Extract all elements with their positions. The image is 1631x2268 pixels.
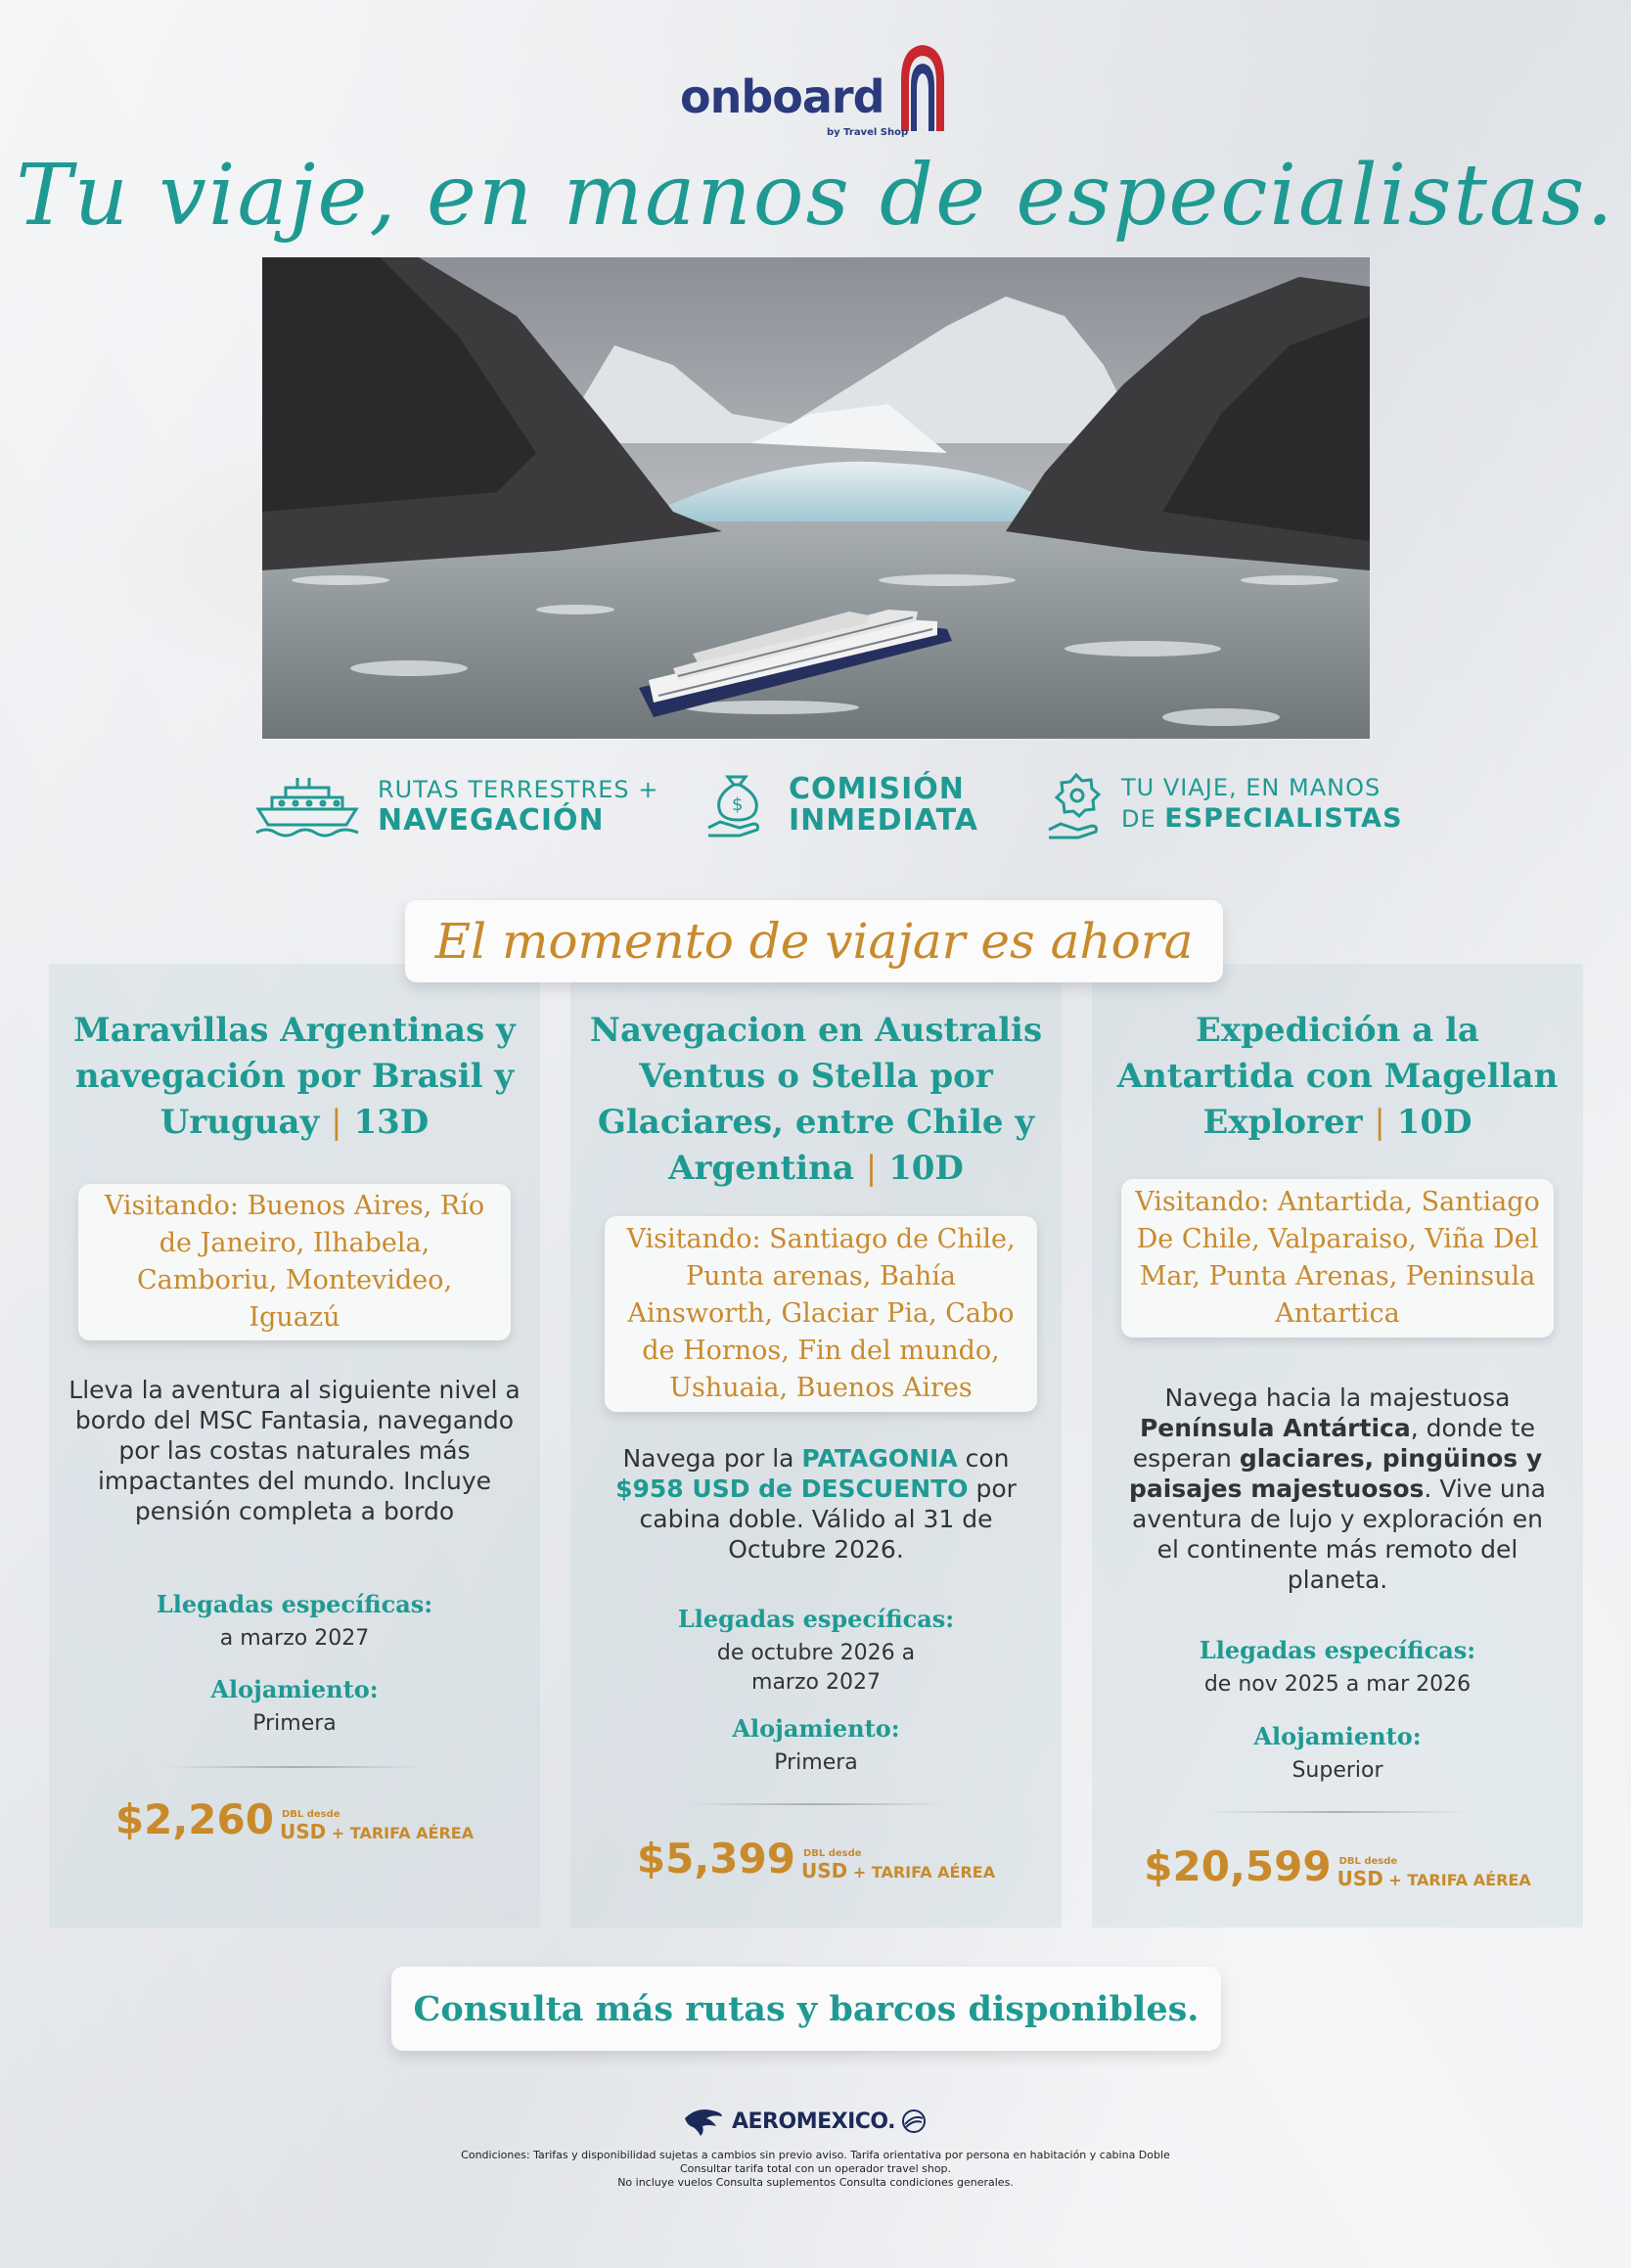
card-2-price-extra: + TARIFA AÉREA — [847, 1863, 996, 1882]
card-1-price: $2,260 — [114, 1795, 274, 1843]
headline: Tu viaje, en manos de especialistas. — [16, 147, 1615, 245]
card-3-description — [1121, 1383, 1554, 1595]
conditions-line-1: Condiciones: Tarifas y disponibilidad sujetas a cambios sin previo aviso. Tarifa orientativa por persona en habitación y cabina Doble — [461, 2149, 1170, 2161]
feature-commission — [704, 768, 978, 841]
card-3-lodging: Superior — [1291, 1758, 1383, 1783]
card-1-arrivals: a marzo 2027 — [219, 1626, 370, 1651]
card-3-price-usd: USD — [1337, 1867, 1383, 1890]
feature-commission-line2: INMEDIATA — [789, 802, 978, 838]
feature-specialists — [1047, 768, 1403, 841]
card-2-lodging-label: Alojamiento: — [732, 1714, 900, 1743]
card-1-lodging-label: Alojamiento: — [210, 1675, 379, 1703]
card-1-divider — [166, 1766, 423, 1768]
hero-photo — [262, 257, 1370, 739]
card-3-desc-b: Península Antártica — [1139, 1414, 1411, 1442]
skyteam-icon — [899, 2107, 929, 2136]
more-routes-label: Consulta más rutas y barcos disponibles. — [413, 1988, 1200, 2029]
banner-text: El momento de viajar es ahora — [434, 913, 1194, 970]
card-3-price-dbl: DBL desde — [1338, 1856, 1398, 1867]
aeromexico-text: AEROMEXICO. — [732, 2109, 895, 2134]
logo-text: onboard — [680, 70, 884, 123]
tour-card-2 — [570, 964, 1062, 1928]
card-1-price-row — [49, 1795, 540, 1843]
card-3-separator: | — [1374, 1103, 1385, 1142]
conditions-line-3: No incluye vuelos Consulta suplementos Consulta condiciones generales. — [617, 2176, 1014, 2189]
conditions-line-2: Consultar tarifa total con un operador travel shop. — [679, 2162, 952, 2175]
card-2-desc-b: PATAGONIA — [801, 1444, 958, 1473]
cruise-glacier-photo — [262, 257, 1370, 739]
card-3-desc-a: Navega hacia la majestuosa — [1164, 1383, 1511, 1412]
card-2-price-usd: USD — [800, 1859, 848, 1882]
feature-commission-line1: COMISIÓN — [789, 771, 965, 806]
banner-now — [405, 900, 1223, 982]
feature-routes — [252, 768, 658, 841]
card-1-price-dbl: DBL desde — [281, 1809, 340, 1820]
tour-card-3 — [1092, 964, 1583, 1928]
card-2-description — [600, 1443, 1032, 1565]
logo-arch-icon — [897, 41, 948, 134]
card-1-arrivals-label: Llegadas específicas: — [156, 1590, 433, 1618]
more-routes-button[interactable] — [391, 1967, 1221, 2051]
card-2-desc-a: Navega por la — [622, 1444, 802, 1473]
card-3-divider — [1209, 1811, 1466, 1813]
card-2-desc-e: por cabina doble. Válido al 31 de Octubre 2026. — [639, 1474, 1017, 1564]
card-2-arrivals: de octubre 2026 a marzo 2027 — [716, 1641, 916, 1695]
card-1-title — [59, 1008, 530, 1146]
card-1-duration: 13D — [353, 1103, 430, 1142]
card-2-desc-d: $958 USD de DESCUENTO — [615, 1474, 969, 1503]
card-3-visit-box: Visitando: Antartida, Santiago De Chile, Valparaiso, Viña Del Mar, Punta Arenas, Peninsula Antartica — [1121, 1179, 1554, 1338]
feature-routes-line1: RUTAS TERRESTRES + — [378, 775, 659, 803]
tour-card-1 — [49, 964, 540, 1928]
card-1-price-usd: USD — [279, 1820, 327, 1843]
card-3-desc-d: glaciares, pingüinos y paisajes majestuosos — [1129, 1444, 1543, 1503]
card-3-lodging-label: Alojamiento: — [1253, 1722, 1422, 1750]
svg-text:$: $ — [732, 794, 744, 815]
card-2-title — [580, 1008, 1052, 1192]
money-hand-icon — [704, 771, 773, 839]
card-2-lodging: Primera — [774, 1750, 858, 1775]
card-3-title-text: Expedición a la Antartida con Magellan Explorer — [1116, 1011, 1559, 1142]
aeromexico-logo — [683, 2102, 929, 2141]
conditions-text — [0, 2149, 1631, 2190]
ship-icon — [252, 770, 362, 840]
card-1-description: Lleva la aventura al siguiente nivel a bordo del MSC Fantasia, navegando por las costas naturales más impactantes del mundo. Incluye pensión completa a bordo — [68, 1376, 521, 1525]
badge-hand-icon — [1047, 771, 1106, 839]
card-3-price-row — [1092, 1842, 1583, 1890]
card-2-duration: 10D — [888, 1149, 964, 1188]
card-1-lodging: Primera — [252, 1711, 337, 1736]
card-2-desc-c: con — [957, 1444, 1010, 1473]
logo-subtitle: by Travel Shop — [827, 127, 909, 138]
card-3-title — [1102, 1008, 1573, 1146]
card-1-separator: | — [331, 1103, 342, 1142]
feature-routes-line2: NAVEGACIÓN — [378, 802, 605, 838]
card-3-desc-e: . Vive una aventura de lujo y exploración en el continente más remoto del planeta. — [1132, 1474, 1546, 1594]
feature-specialists-line2a: DE — [1121, 805, 1165, 833]
feature-specialists-line2b: ESPECIALISTAS — [1164, 803, 1403, 834]
card-1-visit-box: Visitando: Buenos Aires, Río de Janeiro, Ilhabela, Camboriu, Montevideo, Iguazú — [78, 1184, 511, 1340]
aeromexico-eagle-icon — [683, 2105, 724, 2138]
card-2-separator: | — [865, 1149, 878, 1188]
card-2-price-row — [570, 1835, 1062, 1882]
card-3-price: $20,599 — [1144, 1842, 1332, 1890]
card-1-price-extra: + TARIFA AÉREA — [326, 1824, 475, 1842]
card-1-title-text: Maravillas Argentinas y navegación por Brasil y Uruguay — [73, 1011, 516, 1142]
onboard-logo — [680, 41, 964, 149]
card-3-arrivals: de nov 2025 a mar 2026 — [1203, 1672, 1472, 1697]
card-2-title-text: Navegacion en Australis Ventus o Stella por Glaciares, entre Chile y Argentina — [589, 1011, 1043, 1188]
card-3-desc-c: , donde te esperan — [1132, 1414, 1536, 1473]
card-3-arrivals-label: Llegadas específicas: — [1199, 1636, 1476, 1664]
card-2-arrivals-label: Llegadas específicas: — [677, 1605, 955, 1633]
card-2-price: $5,399 — [636, 1835, 795, 1882]
card-2-visit-box: Visitando: Santiago de Chile, Punta arenas, Bahía Ainsworth, Glaciar Pia, Cabo de Hornos, Fin del mundo, Ushuaia, Buenos Aires — [605, 1216, 1037, 1412]
card-3-duration: 10D — [1396, 1103, 1472, 1142]
card-2-divider — [688, 1803, 944, 1805]
card-2-price-dbl: DBL desde — [802, 1848, 862, 1859]
card-3-price-extra: + TARIFA AÉREA — [1382, 1871, 1531, 1889]
feature-specialists-line1: TU VIAJE, EN MANOS — [1121, 774, 1382, 801]
